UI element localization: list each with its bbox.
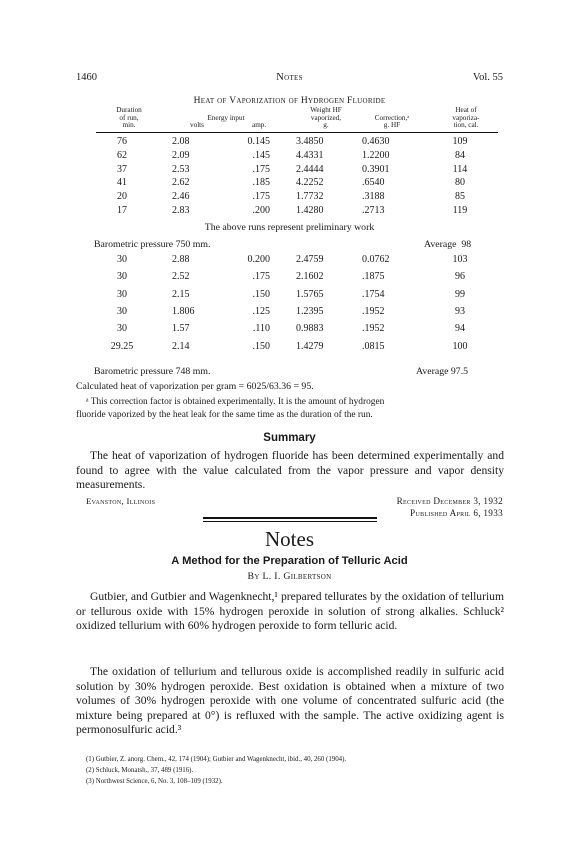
cell-volts: 2.15 bbox=[172, 288, 190, 300]
table-footnote-line2: fluoride vaporized by the heat leak for the same time as the duration of the run. bbox=[76, 410, 373, 420]
cell-volts: 2.14 bbox=[172, 340, 190, 352]
cell-weight-hf: 2.4444 bbox=[296, 163, 324, 175]
cell-weight-hf: 1.4280 bbox=[296, 205, 324, 216]
section-title: Notes bbox=[265, 527, 314, 551]
cell-correction: .3188 bbox=[362, 191, 385, 203]
section-divider-bottom bbox=[203, 521, 377, 522]
cell-correction: 0.0762 bbox=[362, 254, 390, 265]
cell-correction: 1.2200 bbox=[362, 149, 390, 161]
table-header-rule bbox=[96, 132, 498, 133]
cell-volts: 1.57 bbox=[172, 323, 190, 335]
cell-duration: 30 bbox=[117, 271, 127, 283]
calculated-heat: Calculated heat of vaporization per gram = 6025/63.36 = 95. bbox=[76, 381, 314, 392]
cell-amp: .175 bbox=[252, 191, 270, 203]
cell-weight-hf: 3.4850 bbox=[296, 136, 324, 147]
cell-duration: 20 bbox=[117, 191, 127, 203]
cell-heat-of-vaporization: 99 bbox=[455, 288, 465, 300]
cell-weight-hf: 1.5765 bbox=[296, 288, 324, 300]
cell-weight-hf: 0.9883 bbox=[296, 323, 324, 335]
cell-heat-of-vaporization: 100 bbox=[452, 340, 468, 352]
cell-heat-of-vaporization: 80 bbox=[455, 177, 465, 189]
cell-duration: 30 bbox=[117, 305, 127, 317]
cell-amp: 0.200 bbox=[247, 254, 270, 265]
col-header-heat: Heat of vaporiza- tion, cal. bbox=[452, 106, 480, 130]
cell-duration: 62 bbox=[117, 149, 127, 161]
cell-weight-hf: 2.4759 bbox=[296, 254, 324, 265]
cell-duration: 30 bbox=[117, 254, 127, 265]
cell-heat-of-vaporization: 93 bbox=[455, 305, 465, 317]
cell-duration: 37 bbox=[117, 163, 127, 175]
cell-heat-of-vaporization: 85 bbox=[455, 191, 465, 203]
article-title: A Method for the Preparation of Telluric Acid bbox=[171, 555, 408, 567]
table-footnote-line1: ᵃ This correction factor is obtained experimentally. It is the amount of hydrogen bbox=[86, 397, 385, 407]
cell-amp: .145 bbox=[252, 149, 270, 161]
cell-heat-of-vaporization: 103 bbox=[452, 254, 468, 265]
cell-amp: .185 bbox=[252, 177, 270, 189]
cell-amp: .175 bbox=[252, 271, 270, 283]
cell-duration: 29.25 bbox=[110, 340, 134, 352]
cell-correction: 0.4630 bbox=[362, 136, 390, 147]
volume-label: Vol. 55 bbox=[472, 72, 503, 83]
cell-heat-of-vaporization: 96 bbox=[455, 271, 465, 283]
cell-amp: 0.145 bbox=[247, 136, 270, 147]
published-date: Published April 6, 1933 bbox=[410, 508, 503, 518]
summary-heading: Summary bbox=[263, 432, 316, 444]
cell-correction: .1952 bbox=[362, 305, 385, 317]
cell-amp: .110 bbox=[252, 323, 270, 335]
cell-heat-of-vaporization: 109 bbox=[452, 136, 468, 147]
preliminary-note: The above runs represent preliminary work bbox=[204, 222, 375, 233]
cell-volts: 1.806 bbox=[172, 305, 195, 317]
cell-duration: 76 bbox=[117, 136, 127, 147]
paragraph-1: Gutbier, and Gutbier and Wagenknecht,¹ prepared tellurates by the oxidation of tellurium or tellurous oxide with 15% hydrogen peroxide in solution of strong alkalies. Schluck² oxidized tellurium with 60% hydrogen peroxide to form telluric acid. bbox=[76, 590, 504, 633]
col-header-weight: Weight HF vaporized, g. bbox=[310, 106, 342, 130]
cell-duration: 30 bbox=[117, 323, 127, 335]
cell-volts: 2.88 bbox=[172, 254, 190, 265]
cell-correction: .0815 bbox=[362, 340, 385, 352]
cell-amp: .125 bbox=[252, 305, 270, 317]
cell-weight-hf: 1.7732 bbox=[296, 191, 324, 203]
author-location: Evanston, Illinois bbox=[86, 496, 156, 506]
cell-correction: .6540 bbox=[362, 177, 385, 189]
cell-correction: .1875 bbox=[362, 271, 385, 283]
average-a: Average 98 bbox=[424, 239, 472, 250]
col-header-duration: Duration of run, min. bbox=[116, 106, 142, 130]
cell-heat-of-vaporization: 84 bbox=[455, 149, 465, 161]
cell-weight-hf: 4.4331 bbox=[296, 149, 324, 161]
summary-text: The heat of vaporization of hydrogen fluoride has been determined experimentally and found to agree with the value calculated from the vapor pressure and vapor density measurements. bbox=[76, 449, 504, 492]
cell-volts: 2.46 bbox=[172, 191, 190, 203]
cell-volts: 2.52 bbox=[172, 271, 190, 283]
running-title: Notes bbox=[276, 72, 303, 83]
cell-heat-of-vaporization: 119 bbox=[452, 205, 468, 216]
cell-volts: 2.83 bbox=[172, 205, 190, 216]
col-header-energy: Energy input volts amp. bbox=[190, 113, 267, 130]
cell-correction: .2713 bbox=[362, 205, 385, 216]
section-divider-top bbox=[203, 517, 377, 519]
barometric-pressure-b: Barometric pressure 748 mm. bbox=[94, 366, 211, 377]
cell-heat-of-vaporization: 94 bbox=[455, 323, 465, 335]
received-date: Received December 3, 1932 bbox=[396, 496, 503, 506]
cell-weight-hf: 1.4279 bbox=[296, 340, 324, 352]
cell-correction: .1952 bbox=[362, 323, 385, 335]
cell-duration: 17 bbox=[117, 205, 127, 216]
footnote-3: (3) Northwest Science, 6, No. 3, 108–109 (1932). bbox=[86, 778, 223, 785]
article-author: By L. I. Gilbertson bbox=[247, 571, 332, 582]
cell-volts: 2.62 bbox=[172, 177, 190, 189]
cell-heat-of-vaporization: 114 bbox=[452, 163, 468, 175]
cell-duration: 41 bbox=[117, 177, 127, 189]
average-b: Average 97.5 bbox=[416, 366, 469, 377]
cell-volts: 2.53 bbox=[172, 163, 190, 175]
cell-volts: 2.09 bbox=[172, 149, 190, 161]
paragraph-2: The oxidation of tellurium and tellurous oxide is accomplished readily in sulfuric acid solution by 30% hydrogen peroxide. Best oxidation is obtained when a mixture of two volumes of 30% hydrogen peroxide with one volume of concentrated sulfuric acid (the mixture being prepared at 0°) is refluxed with the sample. The active oxidizing agent is permonosulfuric acid.³ bbox=[76, 665, 504, 737]
footnote-2: (2) Schluck, Monatsh., 37, 489 (1916). bbox=[86, 767, 194, 774]
cell-amp: .175 bbox=[252, 163, 270, 175]
footnote-1: (1) Gutbier, Z. anorg. Chem., 42, 174 (1904); Gutbier and Wagenknecht, ibid., 40, 260 (1904). bbox=[86, 756, 347, 763]
cell-amp: .150 bbox=[252, 288, 270, 300]
table-caption: Heat of Vaporization of Hydrogen Fluoride bbox=[193, 96, 386, 106]
barometric-pressure-a: Barometric pressure 750 mm. bbox=[94, 239, 211, 250]
cell-weight-hf: 4.2252 bbox=[296, 177, 324, 189]
page-number: 1460 bbox=[76, 72, 97, 83]
cell-correction: .1754 bbox=[362, 288, 385, 300]
cell-weight-hf: 2.1602 bbox=[296, 271, 324, 283]
col-header-correction: Correction,ᵃ g. HF bbox=[374, 113, 410, 130]
cell-amp: .200 bbox=[252, 205, 270, 216]
cell-weight-hf: 1.2395 bbox=[296, 305, 324, 317]
cell-amp: .150 bbox=[252, 340, 270, 352]
cell-correction: 0.3901 bbox=[362, 163, 390, 175]
cell-volts: 2.08 bbox=[172, 136, 190, 147]
cell-duration: 30 bbox=[117, 288, 127, 300]
